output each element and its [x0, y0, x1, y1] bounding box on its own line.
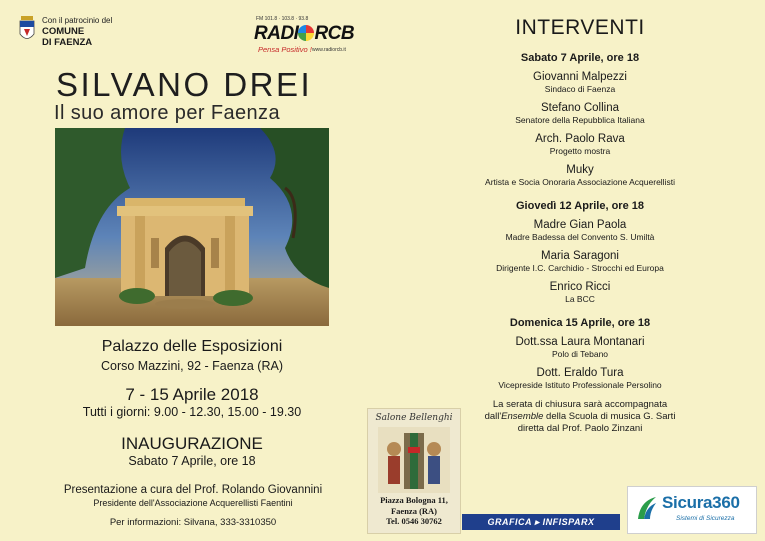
speaker-item	[440, 101, 720, 126]
radio-rcb-logo	[250, 14, 362, 60]
inauguration-date: Sabato 7 Aprile, ore 18	[128, 454, 256, 468]
closing-note	[440, 399, 720, 435]
speaker-name: Muky	[566, 164, 594, 176]
salone-address	[368, 495, 460, 527]
sicura360-logo	[627, 486, 757, 534]
patronage-comune-line1: COMUNE	[42, 26, 85, 37]
venue-name: Palazzo delle Esposizioni	[101, 338, 283, 355]
sicura-swoosh-icon	[636, 495, 658, 521]
speaker-role: Madre Badessa del Convento S. Umiltà	[505, 232, 655, 242]
section-sunday	[440, 317, 720, 435]
artist-name: SILVANO DREI	[56, 66, 313, 103]
speaker-name: Madre Gian Paola	[533, 219, 627, 231]
speaker-name: Enrico Ricci	[549, 281, 611, 293]
salone-illustration	[378, 427, 450, 493]
speaker-item	[440, 249, 720, 274]
speaker-role: Polo di Tebano	[551, 349, 609, 359]
color-wheel-icon	[298, 25, 314, 41]
speaker-role: Artista e Socia Onoraria Associazione Acquerellisti	[485, 177, 675, 187]
faenza-crest-icon	[18, 16, 36, 44]
grafica-infisparx-logo	[462, 514, 620, 530]
interventi-column	[440, 16, 720, 447]
contact-info: Per informazioni: Silvana, 333-3310350	[109, 517, 277, 528]
speaker-name: Giovanni Malpezzi	[533, 71, 627, 83]
patronage-comune	[42, 26, 92, 48]
speaker-item	[440, 218, 720, 243]
interventi-title: INTERVENTI	[515, 16, 645, 39]
painting-image	[55, 128, 329, 326]
salone-name: Salone Bellenghi	[375, 413, 453, 423]
speaker-name: Stefano Collina	[541, 102, 619, 114]
closing-line2-pre: dall'	[484, 411, 502, 422]
closing-line2-post: della Scuola di musica G. Sarti	[543, 411, 676, 422]
salone-address-line1: Piazza Bologna 11,	[380, 495, 448, 505]
sicura-tagline: Sistemi di Sicurezza	[676, 515, 735, 522]
radio-brand	[254, 23, 354, 45]
speaker-role: Dirigente I.C. Carchidio - Strocchi ed Europa	[496, 263, 664, 273]
day-heading: Sabato 7 Aprile, ore 18	[520, 52, 640, 64]
radio-frequencies: FM 101.8 · 103.8 · 93.8	[256, 16, 309, 22]
opening-hours: Tutti i giorni: 9.00 - 12.30, 15.00 - 19.30	[82, 405, 302, 419]
day-heading: Giovedì 12 Aprile, ore 18	[516, 200, 644, 212]
patronage-comune-line2: DI FAENZA	[42, 37, 93, 48]
radio-brand-right: RCB	[314, 23, 355, 44]
speaker-role: Vicepreside Istituto Professionale Persolino	[498, 380, 662, 390]
speaker-name: Arch. Paolo Rava	[535, 133, 625, 145]
salone-address-line2: Faenza (RA)	[390, 505, 438, 516]
radio-url: www.radiorcb.it	[312, 47, 346, 53]
sicura-brand: Sicura360	[662, 493, 740, 512]
painting-arch-illustration	[55, 128, 329, 326]
speaker-role: Progetto mostra	[549, 146, 611, 156]
section-saturday	[440, 52, 720, 188]
speaker-item	[440, 70, 720, 95]
closing-line1: La serata di chiusura sarà accompagnata	[492, 399, 668, 410]
closing-line2	[440, 411, 720, 423]
closing-line2-italic: Ensemble	[501, 411, 544, 422]
exhibition-dates: 7 - 15 Aprile 2018	[125, 385, 259, 404]
speaker-item	[440, 280, 720, 305]
speaker-role: Sindaco di Faenza	[544, 84, 616, 94]
exhibition-subtitle: Il suo amore per Faenza	[54, 102, 280, 124]
speaker-item	[440, 163, 720, 188]
salone-bellenghi-sponsor	[367, 408, 461, 534]
speaker-item	[440, 366, 720, 391]
inauguration-label: INAUGURAZIONE	[121, 434, 263, 453]
salone-phone: Tel. 0546 30762	[386, 516, 442, 526]
patronage-label: Con il patrocinio del	[42, 16, 113, 25]
speaker-role: Senatore della Repubblica Italiana	[515, 115, 645, 125]
speaker-item	[440, 335, 720, 360]
section-thursday	[440, 200, 720, 305]
presenter-role: Presidente dell'Associazione Acquerellisti Faentini	[93, 498, 293, 508]
day-heading: Domenica 15 Aprile, ore 18	[509, 317, 651, 329]
speaker-name: Dott. Eraldo Tura	[536, 367, 624, 379]
grafica-logo-text: GRAFICA ▸ INFISPARX	[487, 516, 595, 527]
radio-brand-left: RADI	[254, 23, 299, 44]
speaker-name: Dott.ssa Laura Montanari	[515, 336, 645, 348]
radio-tagline: Pensa Positivo !	[258, 45, 312, 54]
presentation-credit: Presentazione a cura del Prof. Rolando Giovannini	[63, 484, 323, 496]
patronage-block	[18, 14, 128, 54]
speaker-role: La BCC	[565, 294, 595, 304]
venue-address: Corso Mazzini, 92 - Faenza (RA)	[100, 359, 283, 373]
speaker-item	[440, 132, 720, 157]
speaker-name: Maria Saragoni	[541, 250, 619, 262]
closing-line3: diretta dal Prof. Paolo Zinzani	[517, 423, 643, 434]
